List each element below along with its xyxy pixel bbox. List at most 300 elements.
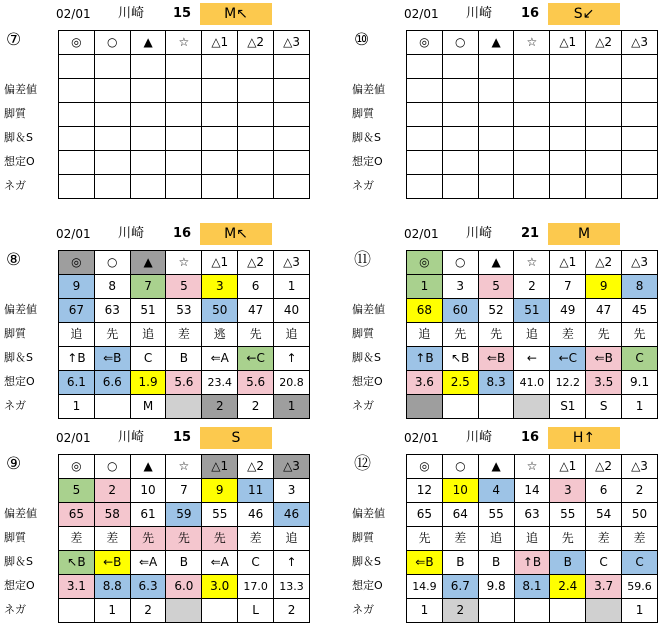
grid-cell	[238, 79, 274, 103]
grid-cell: 2	[202, 395, 238, 419]
grid-cell: ↑B	[407, 347, 443, 371]
grid-cell: 6.6	[94, 371, 130, 395]
mark-header-row	[407, 31, 658, 55]
mark-cell: ☆	[166, 251, 202, 275]
grid-cell	[202, 175, 238, 199]
grid-cell	[166, 55, 202, 79]
data-row	[407, 527, 658, 551]
mark-cell: △1	[202, 31, 238, 55]
pace-tag: H↑	[548, 427, 620, 449]
grid-cell: 追	[274, 527, 310, 551]
grid-cell	[478, 79, 514, 103]
grid-cell: 14	[514, 479, 550, 503]
row-label: 想定O	[4, 579, 35, 592]
grid-cell: 9	[59, 275, 95, 299]
grid-cell: 64	[442, 503, 478, 527]
grid-cell: 5	[166, 275, 202, 299]
grid-cell: 2	[130, 599, 166, 623]
grid-cell	[166, 103, 202, 127]
mark-cell: ◎	[407, 31, 443, 55]
row-label: ネガ	[4, 179, 26, 192]
grid-cell: ←C	[238, 347, 274, 371]
row-label: 想定O	[4, 155, 35, 168]
row-label: ネガ	[4, 603, 26, 616]
grid-cell: 先	[130, 527, 166, 551]
grid-cell	[550, 175, 586, 199]
mark-cell: △2	[238, 455, 274, 479]
grid-cell: ↖B	[442, 347, 478, 371]
mark-cell: ☆	[514, 455, 550, 479]
grid-cell	[478, 103, 514, 127]
data-row	[59, 575, 310, 599]
data-row	[407, 299, 658, 323]
grid-cell: B	[442, 551, 478, 575]
grid-cell	[166, 599, 202, 623]
grid-cell: 51	[514, 299, 550, 323]
mark-cell: ◎	[407, 251, 443, 275]
grid-cell	[94, 395, 130, 419]
grid-cell: 45	[622, 299, 658, 323]
grid-cell: 8	[94, 275, 130, 299]
grid-cell: 先	[622, 323, 658, 347]
mark-cell: ▲	[478, 455, 514, 479]
grid-cell: 1	[622, 599, 658, 623]
grid-cell: 追	[407, 323, 443, 347]
grid-cell: 3.7	[586, 575, 622, 599]
grid-cell: 59.6	[622, 575, 658, 599]
grid-cell: 4	[478, 479, 514, 503]
grid-cell	[407, 103, 443, 127]
grid-cell: 6	[586, 479, 622, 503]
grid-cell: 65	[59, 503, 95, 527]
mark-cell: ▲	[130, 251, 166, 275]
grid-cell: 20.8	[274, 371, 310, 395]
grid-cell	[238, 127, 274, 151]
grid-cell: C	[130, 347, 166, 371]
grid-cell	[478, 175, 514, 199]
grid-cell: 1.9	[130, 371, 166, 395]
grid-cell: 6.3	[130, 575, 166, 599]
grid-cell: C	[238, 551, 274, 575]
grid-cell	[622, 103, 658, 127]
grid-cell: ←C	[550, 347, 586, 371]
data-row	[59, 127, 310, 151]
grid-cell	[130, 127, 166, 151]
race-panel	[348, 223, 658, 423]
row-label: 想定O	[4, 375, 35, 388]
grid-cell: 47	[238, 299, 274, 323]
grid-cell: 追	[274, 323, 310, 347]
mark-cell: ▲	[130, 31, 166, 55]
grid-cell	[550, 103, 586, 127]
data-row	[59, 275, 310, 299]
row-label: 脚質	[352, 531, 374, 544]
grid-cell: S1	[550, 395, 586, 419]
data-row	[59, 55, 310, 79]
mark-cell: ○	[442, 251, 478, 275]
grid-cell: 1	[94, 599, 130, 623]
grid-cell	[407, 151, 443, 175]
mark-cell: ○	[94, 251, 130, 275]
mark-cell: △1	[550, 455, 586, 479]
mark-cell: ○	[94, 31, 130, 55]
grid-cell: 9	[202, 479, 238, 503]
grid-cell	[442, 103, 478, 127]
grid-cell: 追	[514, 323, 550, 347]
mark-cell: △1	[550, 251, 586, 275]
grid-cell: 58	[94, 503, 130, 527]
grid-cell: 追	[130, 323, 166, 347]
mark-cell: ◎	[407, 455, 443, 479]
field-size: 16	[521, 430, 540, 445]
row-label: 脚＆S	[352, 555, 381, 568]
grid-cell	[622, 79, 658, 103]
grid-cell	[130, 175, 166, 199]
grid-cell: 12	[407, 479, 443, 503]
grid-cell: ⇐A	[202, 347, 238, 371]
race-date: 02/01	[404, 7, 439, 21]
grid-cell	[274, 55, 310, 79]
grid-cell	[59, 55, 95, 79]
race-panel	[0, 223, 310, 423]
grid-cell	[586, 599, 622, 623]
grid-cell: 8.1	[514, 575, 550, 599]
data-row	[407, 79, 658, 103]
grid-cell: 9.8	[478, 575, 514, 599]
mark-cell: ▲	[478, 31, 514, 55]
grid-cell	[202, 79, 238, 103]
grid-cell: 5	[59, 479, 95, 503]
grid-cell	[94, 103, 130, 127]
grid-cell	[202, 599, 238, 623]
row-label: 脚質	[4, 327, 26, 340]
grid-cell: 54	[586, 503, 622, 527]
row-label: 脚＆S	[4, 555, 33, 568]
data-row	[59, 347, 310, 371]
grid-cell: 6.0	[166, 575, 202, 599]
grid-cell: 3.1	[59, 575, 95, 599]
grid-cell	[94, 79, 130, 103]
grid-cell: 先	[94, 323, 130, 347]
grid-cell: ⇐A	[130, 551, 166, 575]
grid-cell	[202, 127, 238, 151]
grid-cell	[478, 395, 514, 419]
field-size: 16	[521, 6, 540, 21]
pace-tag: S↙	[548, 3, 620, 25]
pace-tag: M↖	[200, 223, 272, 245]
grid-cell: 差	[166, 323, 202, 347]
race-panel	[348, 3, 658, 203]
row-label: ネガ	[352, 399, 374, 412]
row-label: 想定O	[352, 579, 383, 592]
grid-cell: 61	[130, 503, 166, 527]
venue-name: 川崎	[466, 226, 493, 241]
grid-cell: 63	[514, 503, 550, 527]
grid-cell: 3.6	[407, 371, 443, 395]
grid-cell: 2	[622, 479, 658, 503]
grid-cell	[586, 127, 622, 151]
grid-cell: ↑B	[59, 347, 95, 371]
grid-cell	[550, 55, 586, 79]
row-label: 偏差値	[352, 507, 385, 520]
grid-cell: 2	[274, 599, 310, 623]
grid-cell: 1	[274, 275, 310, 299]
data-row	[407, 55, 658, 79]
row-label: 偏差値	[352, 303, 385, 316]
grid-cell	[94, 55, 130, 79]
grid-cell: 1	[622, 395, 658, 419]
grid-cell: C	[586, 551, 622, 575]
grid-cell	[59, 599, 95, 623]
prediction-grid	[406, 250, 658, 419]
data-row	[407, 371, 658, 395]
mark-cell: △3	[274, 31, 310, 55]
race-number: ⑦	[6, 30, 22, 50]
grid-cell: 先	[238, 323, 274, 347]
grid-cell: ←B	[94, 551, 130, 575]
mark-cell: △1	[202, 455, 238, 479]
mark-cell: ▲	[478, 251, 514, 275]
row-label: 想定O	[352, 375, 383, 388]
race-number: ⑫	[354, 454, 371, 474]
row-label: 脚質	[4, 531, 26, 544]
grid-cell	[514, 395, 550, 419]
grid-cell	[202, 55, 238, 79]
grid-cell: 13.3	[274, 575, 310, 599]
data-row	[59, 371, 310, 395]
grid-cell: 5.6	[166, 371, 202, 395]
grid-cell	[586, 103, 622, 127]
mark-header-row	[407, 251, 658, 275]
grid-cell	[407, 55, 443, 79]
venue-name: 川崎	[118, 226, 145, 241]
grid-cell: M	[130, 395, 166, 419]
grid-cell: 差	[94, 527, 130, 551]
data-row	[407, 503, 658, 527]
grid-cell: 3.0	[202, 575, 238, 599]
grid-cell	[166, 395, 202, 419]
grid-cell	[130, 79, 166, 103]
grid-cell: 追	[514, 527, 550, 551]
grid-cell: 10	[442, 479, 478, 503]
grid-cell	[550, 79, 586, 103]
grid-cell	[478, 599, 514, 623]
grid-cell: 50	[202, 299, 238, 323]
grid-cell: ⇐A	[202, 551, 238, 575]
data-row	[59, 551, 310, 575]
mark-cell: △2	[586, 455, 622, 479]
grid-cell: B	[550, 551, 586, 575]
race-number: ⑩	[354, 30, 370, 50]
grid-cell: 9.1	[622, 371, 658, 395]
data-row	[407, 479, 658, 503]
row-label: 偏差値	[4, 303, 37, 316]
row-label: ネガ	[352, 179, 374, 192]
grid-cell	[514, 103, 550, 127]
data-row	[407, 127, 658, 151]
grid-cell: ↖B	[59, 551, 95, 575]
race-date: 02/01	[56, 7, 91, 21]
grid-cell: 50	[622, 503, 658, 527]
grid-cell	[59, 127, 95, 151]
field-size: 15	[173, 6, 192, 21]
grid-cell: 52	[478, 299, 514, 323]
grid-cell	[514, 151, 550, 175]
grid-cell	[202, 151, 238, 175]
grid-cell: ⇐B	[94, 347, 130, 371]
grid-cell: 47	[586, 299, 622, 323]
grid-cell: 7	[166, 479, 202, 503]
grid-cell	[202, 103, 238, 127]
race-panel	[0, 3, 310, 203]
grid-cell: 1	[407, 275, 443, 299]
grid-cell	[130, 55, 166, 79]
grid-cell: ⇐B	[407, 551, 443, 575]
venue-name: 川崎	[118, 6, 145, 21]
grid-cell: 差	[586, 527, 622, 551]
mark-header-row	[59, 251, 310, 275]
grid-cell: 59	[166, 503, 202, 527]
prediction-grid	[58, 250, 310, 419]
grid-cell: 60	[442, 299, 478, 323]
mark-header-row	[59, 455, 310, 479]
grid-cell	[550, 151, 586, 175]
mark-cell: △1	[202, 251, 238, 275]
grid-cell	[94, 175, 130, 199]
grid-cell	[622, 127, 658, 151]
grid-cell	[274, 151, 310, 175]
data-row	[407, 575, 658, 599]
grid-cell: 55	[202, 503, 238, 527]
grid-cell	[130, 103, 166, 127]
data-row	[407, 551, 658, 575]
race-number: ⑨	[6, 454, 22, 474]
grid-cell: 差	[550, 323, 586, 347]
grid-cell: L	[238, 599, 274, 623]
grid-cell: 40	[274, 299, 310, 323]
grid-cell	[586, 79, 622, 103]
grid-cell	[514, 599, 550, 623]
row-label: 偏差値	[4, 83, 37, 96]
grid-cell	[478, 55, 514, 79]
grid-cell: 67	[59, 299, 95, 323]
grid-cell	[238, 55, 274, 79]
grid-cell: 3.5	[586, 371, 622, 395]
grid-cell: 先	[166, 527, 202, 551]
grid-cell	[407, 395, 443, 419]
grid-cell: 追	[59, 323, 95, 347]
grid-cell	[622, 151, 658, 175]
mark-cell: ○	[94, 455, 130, 479]
grid-cell	[514, 55, 550, 79]
grid-cell	[59, 175, 95, 199]
prediction-grid	[58, 454, 310, 623]
grid-cell: 17.0	[238, 575, 274, 599]
grid-cell: 先	[586, 323, 622, 347]
row-label: 脚＆S	[352, 351, 381, 364]
grid-cell	[59, 103, 95, 127]
grid-cell	[407, 79, 443, 103]
grid-cell	[238, 103, 274, 127]
grid-cell	[550, 127, 586, 151]
row-label: 脚＆S	[352, 131, 381, 144]
data-row	[407, 599, 658, 623]
race-date: 02/01	[56, 431, 91, 445]
grid-cell: 1	[407, 599, 443, 623]
prediction-grid	[406, 454, 658, 623]
grid-cell: 1	[59, 395, 95, 419]
grid-cell: ⇐B	[478, 347, 514, 371]
grid-cell: 3	[550, 479, 586, 503]
grid-cell: 2	[442, 599, 478, 623]
row-label: 脚質	[352, 107, 374, 120]
pace-tag: S	[200, 427, 272, 449]
grid-cell: 7	[130, 275, 166, 299]
grid-cell: 65	[407, 503, 443, 527]
grid-cell: 55	[550, 503, 586, 527]
field-size: 21	[521, 226, 540, 241]
mark-cell: △3	[622, 455, 658, 479]
mark-cell: △2	[586, 31, 622, 55]
mark-cell: ◎	[59, 251, 95, 275]
data-row	[407, 103, 658, 127]
grid-cell: 差	[59, 527, 95, 551]
grid-cell: 先	[442, 323, 478, 347]
grid-cell: S	[586, 395, 622, 419]
grid-cell	[59, 151, 95, 175]
data-row	[59, 103, 310, 127]
grid-cell	[586, 151, 622, 175]
grid-cell: 6.1	[59, 371, 95, 395]
grid-cell: 8.3	[478, 371, 514, 395]
mark-cell: △3	[274, 455, 310, 479]
mark-cell: ◎	[59, 455, 95, 479]
row-label: ネガ	[4, 399, 26, 412]
grid-cell	[166, 79, 202, 103]
grid-cell: 41.0	[514, 371, 550, 395]
field-size: 16	[173, 226, 192, 241]
grid-cell: ←	[514, 347, 550, 371]
grid-cell: 先	[407, 527, 443, 551]
race-panel	[0, 427, 310, 627]
row-label: 脚質	[352, 327, 374, 340]
race-number: ⑪	[354, 250, 371, 270]
grid-cell	[442, 55, 478, 79]
grid-cell: 14.9	[407, 575, 443, 599]
data-row	[59, 527, 310, 551]
mark-cell: ▲	[130, 455, 166, 479]
venue-name: 川崎	[118, 430, 145, 445]
row-label: 偏差値	[352, 83, 385, 96]
grid-cell	[59, 79, 95, 103]
grid-cell: 49	[550, 299, 586, 323]
prediction-grid	[406, 30, 658, 199]
grid-cell	[274, 127, 310, 151]
grid-cell: 8.8	[94, 575, 130, 599]
grid-cell: 68	[407, 299, 443, 323]
mark-cell: △3	[622, 251, 658, 275]
mark-cell: △3	[274, 251, 310, 275]
grid-cell: 23.4	[202, 371, 238, 395]
grid-cell: ↑	[274, 551, 310, 575]
grid-cell	[442, 395, 478, 419]
grid-cell	[274, 175, 310, 199]
grid-cell	[238, 175, 274, 199]
race-date: 02/01	[404, 227, 439, 241]
grid-cell: 2	[238, 395, 274, 419]
grid-cell	[586, 175, 622, 199]
data-row	[59, 79, 310, 103]
